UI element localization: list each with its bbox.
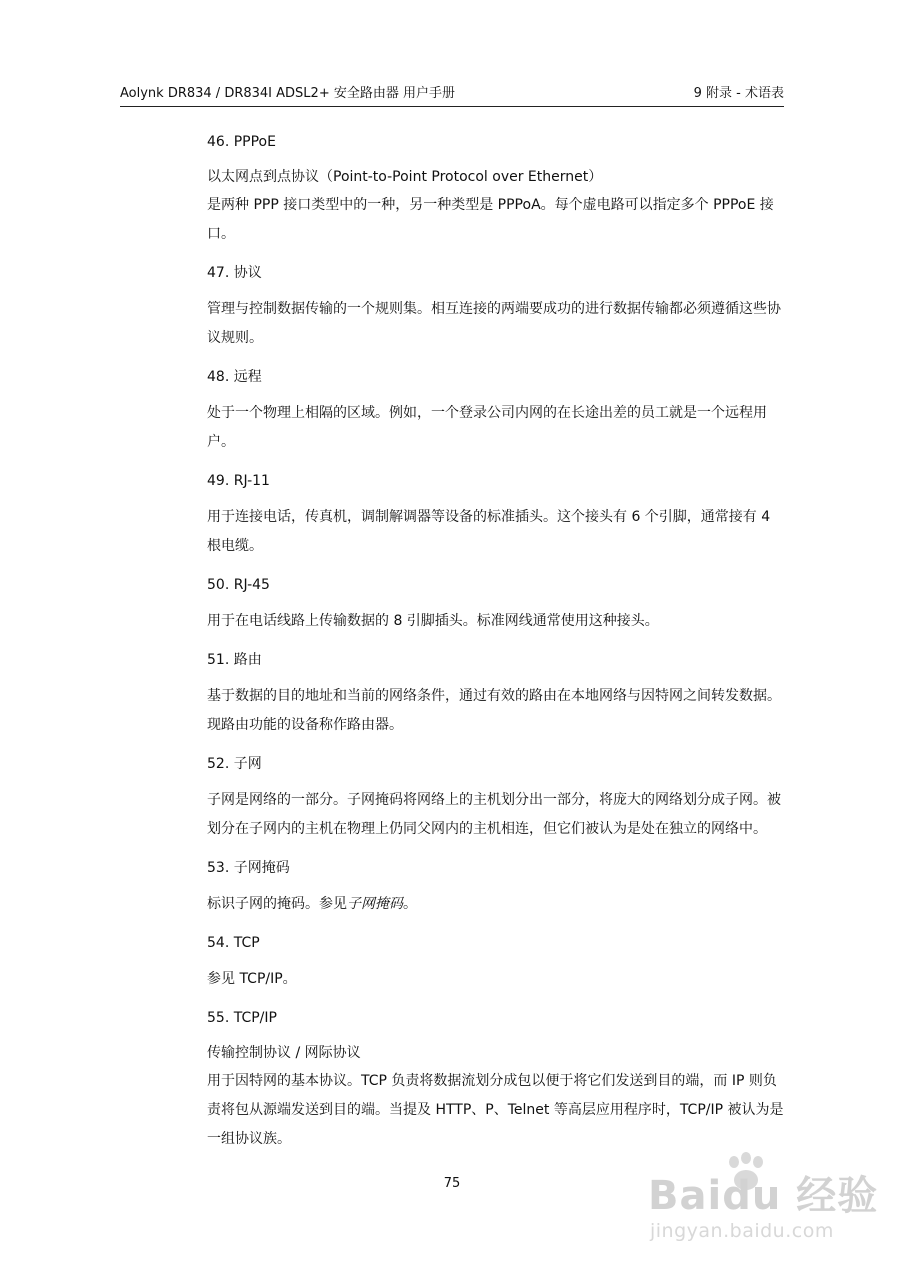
term-heading: 50. RJ-45: [207, 577, 270, 593]
header-chapter: 9 附录 - 术语表: [693, 86, 784, 101]
term-paragraph: 用于因特网的基本协议。TCP 负责将数据流划分成包以便于将它们发送到目的端，而 IP 则负责将包从源端发送到目的端。当提及 HTTP、P、Telnet 等高层应用程序时，TCP/IP 被认为是一组协议族。: [207, 1073, 784, 1147]
page-number: 75: [443, 1176, 461, 1191]
baidu-jingyan-watermark: [640, 1150, 890, 1260]
term-paragraph: 参见 TCP/IP。: [207, 971, 297, 987]
reference-text: 标识子网的掩码。参见: [207, 896, 347, 912]
term-heading: 49. RJ-11: [207, 473, 270, 489]
term-heading: 54. TCP: [207, 935, 260, 951]
watermark-brand: Baidu 经验: [648, 1173, 879, 1219]
watermark-url: jingyan.baidu.com: [650, 1220, 834, 1242]
term-paragraph: 处于一个物理上相隔的区域。例如，一个登录公司内网的在长途出差的员工就是一个远程用户。: [207, 405, 767, 450]
term-heading: 53. 子网掩码: [207, 860, 290, 876]
term-heading: 47. 协议: [207, 265, 262, 281]
reference-period: 。: [403, 896, 417, 912]
term-paragraph: 用于在电话线路上传输数据的 8 引脚插头。标准网线通常使用这种接头。: [207, 613, 659, 629]
term-heading: 51. 路由: [207, 652, 262, 668]
term-paragraph: 用于连接电话，传真机，调制解调器等设备的标准插头。这个接头有 6 个引脚，通常接有 4 根电缆。: [207, 509, 771, 554]
page-header: [120, 84, 784, 107]
term-paragraph: 是两种 PPP 接口类型中的一种，另一种类型是 PPPoA。每个虚电路可以指定多个 PPPoE 接口。: [207, 197, 774, 242]
reference-term-italic: 子网掩码: [347, 896, 403, 912]
term-paragraph-with-reference: [207, 890, 785, 919]
term-heading: 46. PPPoE: [207, 134, 276, 150]
term-heading: 55. TCP/IP: [207, 1010, 277, 1026]
term-paragraph: 以太网点到点协议（Point-to-Point Protocol over Ethernet）: [207, 169, 603, 185]
term-heading: 48. 远程: [207, 369, 262, 385]
header-manual-title: Aolynk DR834 / DR834I ADSL2+ 安全路由器 用户手册: [120, 86, 455, 101]
term-paragraph: 传输控制协议 / 网际协议: [207, 1045, 361, 1061]
term-paragraph: 基于数据的目的地址和当前的网络条件，通过有效的路由在本地网络与因特网之间转发数据。现路由功能的设备称作路由器。: [207, 688, 781, 733]
glossary-content: [207, 130, 785, 1166]
term-heading: 52. 子网: [207, 756, 262, 772]
term-paragraph: 管理与控制数据传输的一个规则集。相互连接的两端要成功的进行数据传输都必须遵循这些协议规则。: [207, 301, 781, 346]
term-paragraph: 子网是网络的一部分。子网掩码将网络上的主机划分出一部分，将庞大的网络划分成子网。被划分在子网内的主机在物理上仍同父网内的主机相连，但它们被认为是处在独立的网络中。: [207, 792, 781, 837]
